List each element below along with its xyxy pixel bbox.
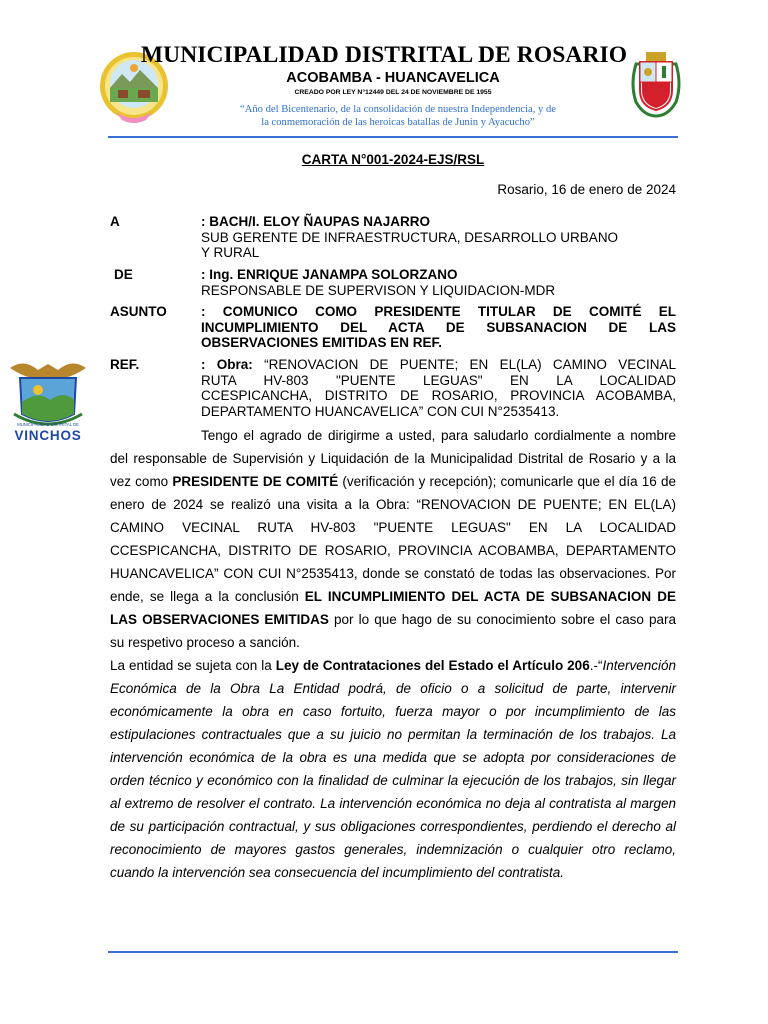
footer-divider: [108, 951, 678, 953]
municipality-location: ACOBAMBA - HUANCAVELICA: [286, 70, 500, 86]
sender-role: RESPONSABLE DE SUPERVISON Y LIQUIDACION-MDR: [201, 282, 556, 298]
subject-field: [110, 304, 676, 352]
recipient-label: A: [110, 214, 120, 229]
year-motto: [210, 104, 586, 129]
recipient-role-line-1: SUB GERENTE DE INFRAESTRUCTURA, DESARROLLO URBANO: [201, 229, 619, 245]
reference-line-1: [201, 357, 676, 373]
reference-field: [110, 357, 676, 421]
subject-line-2: INCUMPLIMIENTO DEL ACTA DE SUBSANACION DE LAS: [201, 319, 676, 335]
p2-law-reference: Ley de Contrataciones del Estado el Artículo 206: [275, 658, 590, 673]
subject-value: [201, 304, 676, 351]
side-logo-caption: MUNICIPALIDAD DISTRITAL DE: [17, 422, 79, 427]
reference-line-4: DEPARTAMENTO HUANCAVELICA” CON CUI N°2535413.: [201, 403, 560, 419]
p1-committee-role: PRESIDENTE DE COMITÉ: [172, 474, 339, 489]
letter-body: [110, 424, 676, 884]
subject-line-1: : COMUNICO COMO PRESIDENTE TITULAR DE COMITÉ EL: [201, 304, 676, 319]
letter-title: CARTA N°001-2024-EJS/RSL: [301, 152, 485, 167]
side-logo-name: VINCHOS: [14, 428, 82, 443]
reference-label: REF.: [110, 357, 140, 372]
p1-text-e: por lo que hago de su conocimiento sobre el caso para su respetivo proceso a sanción.: [110, 612, 676, 650]
p1-conclusion: EL INCUMPLIMIENTO DEL ACTA DE SUBSANACION DE LAS OBSERVACIONES EMITIDAS: [110, 589, 676, 627]
sender-value: [201, 267, 676, 298]
reference-line-2: RUTA HV-803 "PUENTE LEGUAS" EN LA LOCALIDAD: [201, 372, 676, 388]
recipient-value: [201, 214, 676, 261]
sender-name: : Ing. ENRIQUE JANAMPA SOLORZANO: [201, 267, 458, 282]
year-motto-line-2: la conmemoración de las heroicas batallas de Junín y Ayacucho”: [261, 116, 535, 128]
p2-text-a: La entidad se sujeta con la: [110, 658, 276, 673]
p1-text-c: (verificación y recepción); comunicarle que el día 16 de enero de 2024 se realizó una visita a la Obra: “RENOVACION DE PUENTE; EN EL(LA) CAMINO VECINAL RUTA HV-803 "PUENTE LEGUAS" EN LA LOCALIDAD CCESPICANCHA, DISTRITO DE ROSARIO, PROVINCIA ACOBAMBA, DEPARTAMENTO HUANCAVELICA” CON CUI N°2535413, donde se constató de todas las observaciones. Por ende, se llega a la conclusión: [110, 474, 676, 604]
p2-text-c: .-: [589, 658, 598, 673]
subject-line-3: OBSERVACIONES EMITIDAS EN REF.: [201, 335, 443, 350]
reference-lead: : Obra:: [201, 357, 253, 372]
p2-law-quote: Intervención Económica de la Obra La Entidad podrá, de oficio o a solicitud de parte, intervenir económicamente la obra en caso fortuito, fuerza mayor o por incumplimiento de las estipulaciones contractuales que a su juicio no permitan la terminación de los trabajos. La intervención económica de la obra es una medida que se adopta por consideraciones de orden técnico y económico con la finalidad de culminar la ejecución de los trabajos, sin llegar al extremo de resolver el contrato. La intervención económica no deja al contratista al margen de su participación contractual, y sus obligaciones correspondientes, perdiendo el derecho al reconocimiento de mayores gastos generales, indemnización o cualquier otro reclamo, cuando la intervención sea consecuencia del incumplimiento del contratista.: [110, 658, 676, 880]
header-divider: [108, 136, 678, 138]
creation-law: CREADO POR LEY N°12449 DEL 24 DE NOVIEMBRE DE 1955: [294, 89, 492, 96]
body-paragraph-2: [110, 654, 676, 884]
p1-text-a: Tengo el agrado de dirigirme a usted, para saludarlo cordialmente a nombre del responsable de Supervisión y Liquidación de la Municipalidad Distrital de Rosario y a la vez como: [110, 428, 676, 489]
subject-label: ASUNTO: [110, 304, 167, 319]
p2-open-quote: “: [597, 658, 603, 673]
year-motto-line-1: “Año del Bicentenario, de la consolidación de nuestra Independencia, y de: [240, 104, 556, 115]
reference-line-3: CCESPICANCHA, DISTRITO DE ROSARIO, PROVINCIA ACOBAMBA,: [201, 388, 676, 403]
sender-field: [110, 267, 676, 299]
municipality-name: MUNICIPALIDAD DISTRITAL DE ROSARIO: [140, 42, 628, 68]
letter-date: Rosario, 16 de enero de 2024: [497, 182, 676, 197]
recipient-field: [110, 214, 676, 262]
reference-value: [201, 357, 676, 419]
recipient-role-line-2: Y RURAL: [201, 245, 260, 260]
reference-line-1-text: “RENOVACION DE PUENTE; EN EL(LA) CAMINO VECINAL: [252, 357, 676, 372]
recipient-name: : BACH/I. ELOY ÑAUPAS NAJARRO: [201, 214, 431, 229]
body-paragraph-1: [110, 424, 676, 654]
sender-label: DE: [114, 267, 133, 282]
